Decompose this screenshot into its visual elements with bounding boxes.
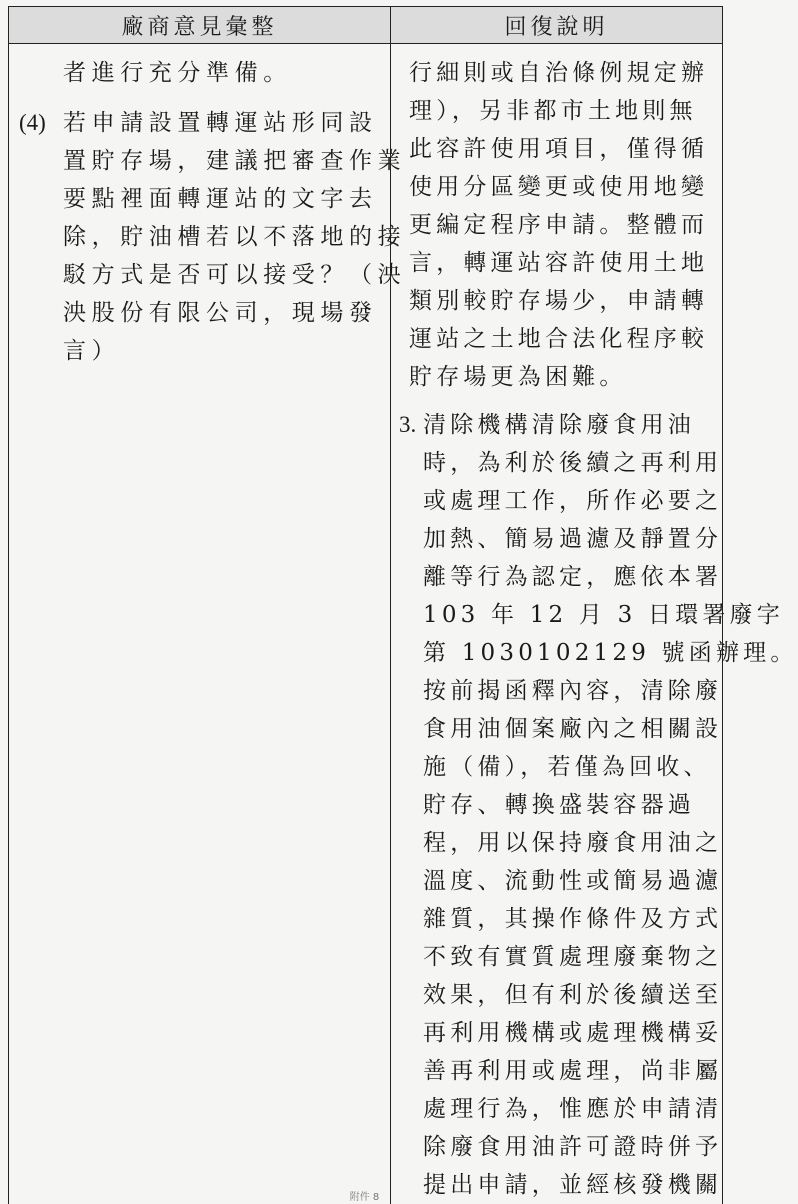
text-line: 置貯存場，建議把審查作業 [63,142,406,180]
left-continuation-text: 者進行充分準備。 [19,54,376,92]
header-vendor-comments: 廠商意見彙整 [9,7,391,44]
table-row [9,44,723,1204]
text-line: 施（備），若僅為回收、 [423,748,798,786]
text-line: 運站之土地合法化程序較 [409,320,712,358]
comments-table [8,6,723,1204]
text-line: 理），另非都市土地則無 [409,92,712,130]
right-continuation-block [399,54,712,396]
text-line: 此容許使用項目，僅得循 [409,130,712,168]
list-item-3 [399,406,712,1204]
text-line: 第 1030102129 號函辦理。 [423,634,798,672]
text-line: 貯存、轉換盛裝容器過 [423,786,798,824]
text-line: 更編定程序申請。整體而 [409,206,712,244]
text-line: 使用分區變更或使用地變 [409,168,712,206]
text-line: 若申請設置轉運站形同設 [63,104,406,142]
text-line: 效果，但有利於後續送至 [423,976,798,1014]
text-line: 不致有實質處理廢棄物之 [423,938,798,976]
text-line: 除廢食用油許可證時併予 [423,1128,798,1166]
item-3-body [423,406,798,1204]
text-line: 泱股份有限公司，現場發 [63,294,406,332]
document-page [8,6,722,1200]
text-line: 離等行為認定，應依本署 [423,558,798,596]
text-line: 食用油個案廠內之相關設 [423,710,798,748]
text-line: 行細則或自治條例規定辦 [409,54,712,92]
text-line: 雜質，其操作條件及方式 [423,900,798,938]
text-line: 處理行為，惟應於申請清 [423,1090,798,1128]
item-4-body [63,104,406,370]
text-line: 溫度、流動性或簡易過濾 [423,862,798,900]
text-line: 要點裡面轉運站的文字去 [63,180,406,218]
text-line: 除，貯油槽若以不落地的接 [63,218,406,256]
text-line: 善再利用或處理，尚非屬 [423,1052,798,1090]
item-4-marker: (4) [19,104,63,370]
text-line: 程，用以保持廢食用油之 [423,824,798,862]
text-line: 提出申請，並經核發機關 [423,1166,798,1204]
text-line: 或處理工作，所作必要之 [423,482,798,520]
item-3-marker: 3. [399,406,423,1204]
header-row [9,7,723,44]
vendor-comments-cell [9,44,391,1204]
text-line: 類別較貯存場少，申請轉 [409,282,712,320]
text-line: 言，轉運站容許使用土地 [409,244,712,282]
text-line: 貯存場更為困難。 [409,358,712,396]
text-line: 103 年 12 月 3 日環署廢字 [423,596,798,634]
text-line: 時，為利於後續之再利用 [423,444,798,482]
text-line: 加熱、簡易過濾及靜置分 [423,520,798,558]
text-line: 言） [63,332,406,370]
text-line: 按前揭函釋內容，清除廢 [423,672,798,710]
page-footer-label: 附件 8 [0,1188,729,1203]
text-line: 駁方式是否可以接受？（泱 [63,256,406,294]
reply-explanation-cell [391,44,723,1204]
text-line: 再利用機構或處理機構妥 [423,1014,798,1052]
header-reply-explanation: 回復說明 [391,7,723,44]
text-line: 清除機構清除廢食用油 [423,406,798,444]
list-item-4 [19,104,376,370]
